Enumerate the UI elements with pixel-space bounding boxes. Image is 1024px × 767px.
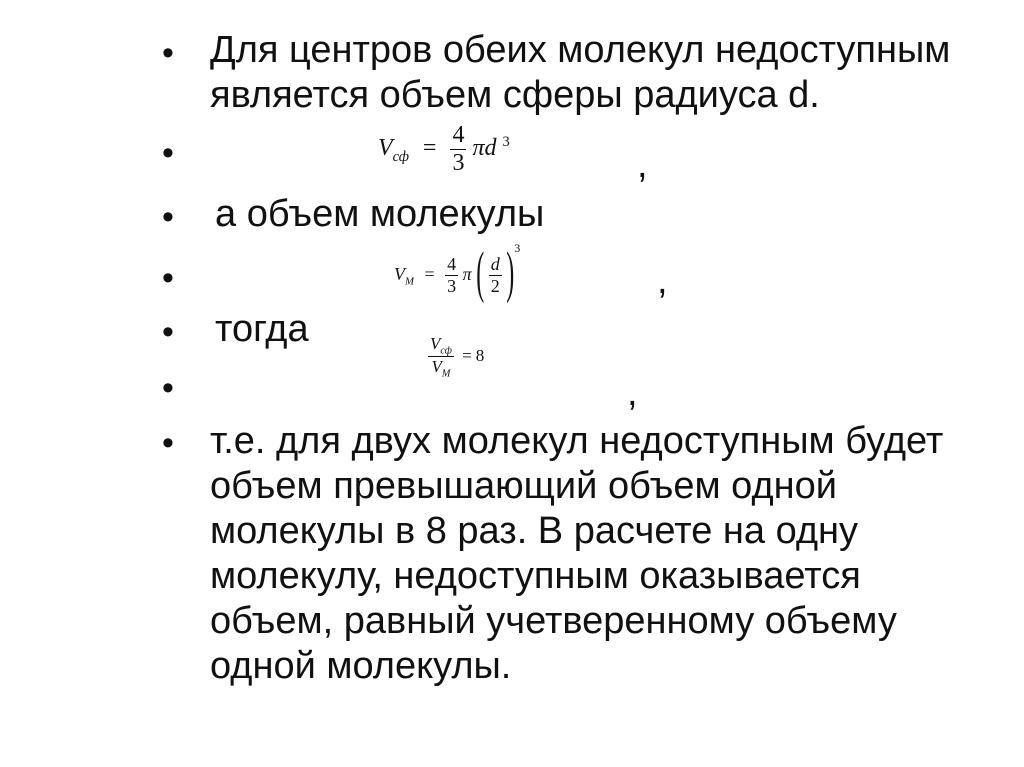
- ratio-fraction: [428, 334, 454, 380]
- bullet-4: •: [162, 259, 174, 297]
- formula-ratio: [428, 334, 484, 380]
- item-7-line-6: одной молекулы.: [210, 645, 512, 687]
- formula-d: d: [484, 135, 497, 162]
- inner-num: d: [490, 254, 500, 275]
- formula-sub: сф: [392, 148, 409, 165]
- item-7-line-2: объем превышающий объем одной: [210, 465, 837, 507]
- formula-eq: =: [462, 345, 472, 365]
- fraction-den: 3: [452, 150, 465, 176]
- formula-pi: π: [472, 135, 485, 162]
- ratio-num: [428, 334, 454, 357]
- item-7-line-1: т.е. для двух молекул недоступным будет: [210, 420, 944, 462]
- punct-1: ,: [637, 144, 648, 186]
- item-1-line-2: является объем сферы радиуса d.: [210, 74, 820, 116]
- formula-var: V: [378, 135, 393, 162]
- ratio-den-var: V: [431, 357, 442, 377]
- formula-fraction: [450, 122, 466, 177]
- formula-eq: =: [424, 264, 435, 284]
- fraction-num: 4: [447, 254, 457, 275]
- inner-fraction: [489, 254, 502, 297]
- fraction-num: 4: [452, 122, 465, 148]
- item-7-line-4: молекулу, недоступным оказывается: [210, 555, 861, 597]
- formula-exp: 3: [502, 134, 510, 151]
- punct-3: ,: [627, 372, 638, 414]
- ratio-num-sub: сф: [440, 345, 452, 357]
- formula-eq: =: [422, 135, 437, 162]
- bullet-7: •: [162, 424, 174, 462]
- bullet-5: •: [162, 313, 174, 351]
- punct-2: ,: [657, 260, 668, 302]
- right-paren: ): [506, 243, 515, 306]
- item-3-line-1: а объем молекулы: [215, 193, 545, 235]
- formula-pi: π: [462, 264, 472, 284]
- ratio-den: [428, 357, 454, 379]
- item-7-line-5: объем, равный учетверенному объему: [210, 600, 897, 642]
- formula-var: V: [394, 264, 405, 284]
- formula-exp: 3: [514, 241, 521, 255]
- formula-molecule-volume: [394, 241, 521, 306]
- formula-sphere-volume: [378, 122, 510, 177]
- inner-den: 2: [490, 276, 500, 297]
- item-1-line-1: Для центров обеих молекул недоступным: [210, 29, 951, 71]
- ratio-num-var: V: [430, 334, 441, 353]
- item-7-line-3: молекулы в 8 раз. В расчете на одну: [210, 510, 859, 552]
- ratio-den-sub: М: [441, 368, 451, 380]
- bullet-1: •: [162, 34, 174, 72]
- bullet-3: •: [162, 198, 174, 236]
- bullet-6: •: [162, 369, 174, 407]
- formula-fraction: [445, 254, 458, 297]
- formula-value: 8: [475, 345, 485, 365]
- left-paren: (: [476, 243, 485, 306]
- bullet-2: •: [162, 134, 174, 172]
- item-5-line-1: тогда: [215, 308, 309, 350]
- formula-sub: М: [405, 275, 414, 288]
- fraction-den: 3: [447, 276, 457, 297]
